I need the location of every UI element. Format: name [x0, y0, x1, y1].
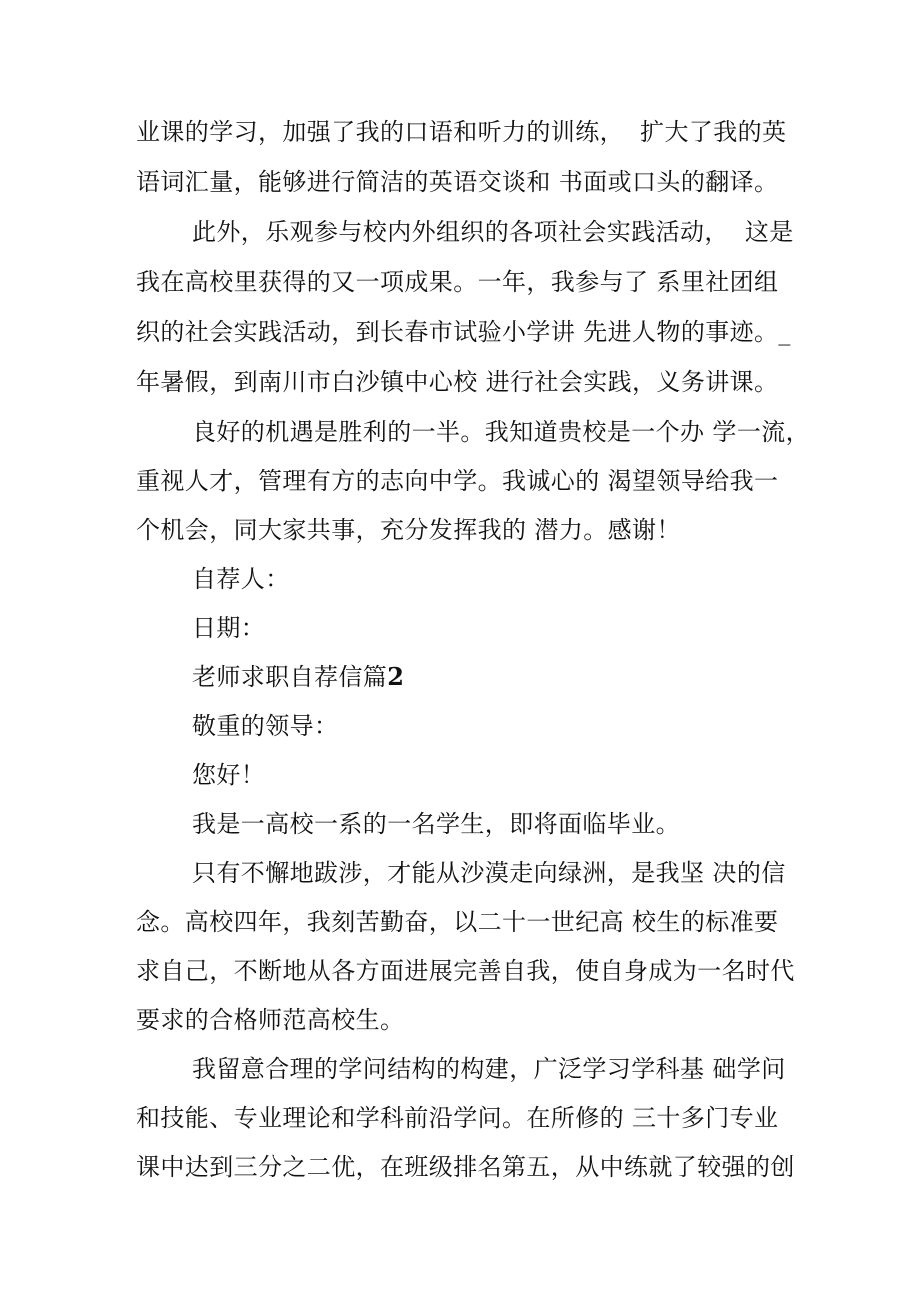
text-line: 和技能、专业理论和学科前沿学问。在所修的 三十多门专业	[136, 1104, 779, 1132]
text-line: 我在高校里获得的又一项成果。一年，我参与了 系里社团组	[136, 268, 779, 296]
text-line: 课中达到三分之二优，在班级排名第五，从中练就了较强的创	[136, 1153, 795, 1181]
text-line: 要求的合格师范高校生。	[136, 1006, 405, 1034]
text-line: 求自己，不断地从各方面进展完善自我，使自身成为一名时代	[136, 957, 795, 985]
salutation: 敬重的领导：	[192, 712, 339, 740]
section-heading-number: 2	[387, 662, 405, 691]
paragraph-start-line: 我留意合理的学问结构的构建，广泛学习学科基 础学问	[192, 1055, 786, 1083]
section-heading-text: 老师求职自荐信篇	[192, 663, 388, 691]
paragraph-start-line: 此外，乐观参与校内外组织的各项社会实践活动， 这是	[192, 218, 794, 246]
text-line: 个机会，同大家共事，充分发挥我的 潜力。感谢！	[136, 516, 681, 544]
text-line: 语词汇量，能够进行简洁的英语交谈和 书面或口头的翻译。	[136, 168, 779, 196]
text-line: 织的社会实践活动，到长春市试验小学讲 先进人物的事迹。_	[136, 318, 791, 346]
paragraph-start-line: 只有不懈地跋涉，才能从沙漠走向绿洲，是我坚 决的信	[192, 859, 786, 887]
text-line: 业课的学习，加强了我的口语和听力的训练， 扩大了我的英	[136, 118, 787, 146]
paragraph-start-line: 良好的机遇是胜利的一半。我知道贵校是一个办 学一流，	[192, 418, 811, 446]
text-line: 重视人才，管理有方的志向中学。我诚心的 渴望领导给我一	[136, 467, 779, 495]
text-line: 年暑假，到南川市白沙镇中心校 进行社会实践，义务讲课。	[136, 368, 779, 396]
signature-label: 自荐人：	[192, 565, 290, 593]
section-heading	[192, 662, 796, 692]
greeting: 您好！	[192, 761, 266, 789]
paragraph-start-line: 我是一高校一系的一名学生，即将面临毕业。	[192, 810, 680, 838]
date-label: 日期：	[192, 614, 266, 642]
text-line: 念。高校四年，我刻苦勤奋，以二十一世纪高 校生的标准要	[136, 908, 779, 936]
